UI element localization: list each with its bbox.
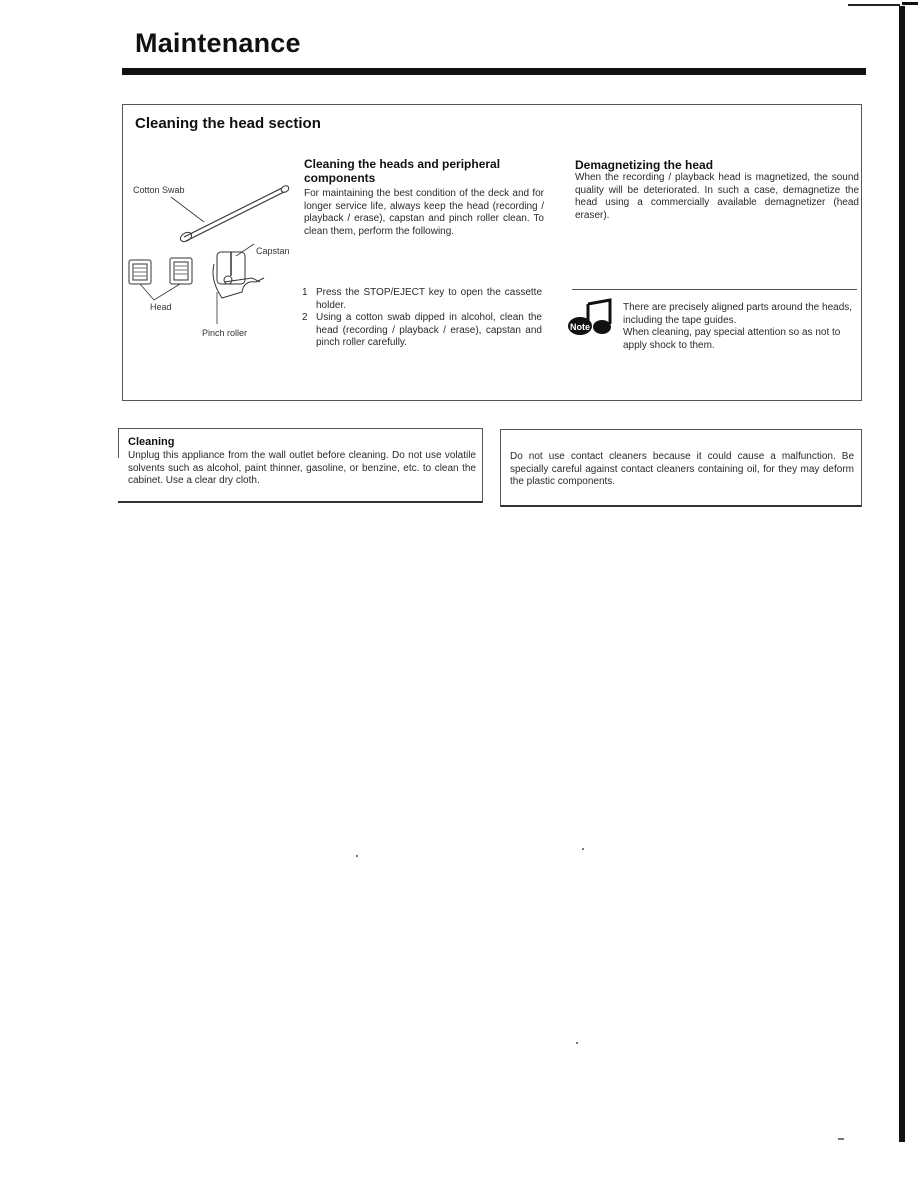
- head-illustration: [129, 258, 192, 300]
- box-edge: [118, 428, 119, 458]
- capstan-pinch-roller-illustration: [213, 244, 264, 324]
- cleaning-heads-heading: Cleaning the heads and peripheral components: [304, 157, 501, 185]
- step-text: Using a cotton swab dipped in alcohol, clean the head (recording / playback / erase), capstan and pinch roller carefully.: [316, 312, 542, 349]
- cleaning-steps-list: [302, 287, 542, 350]
- pinch-roller-label: Pinch roller: [202, 328, 248, 338]
- note-body: [623, 302, 859, 352]
- step-text: Press the STOP/EJECT key to open the cassette holder.: [316, 287, 542, 311]
- cotton-swab-illustration: [171, 184, 290, 243]
- corner-mark: [902, 2, 918, 5]
- note-line: When cleaning, pay special attention so as not to apply shock to them.: [623, 327, 841, 351]
- title-rule: [122, 68, 866, 75]
- corner-mark: [848, 4, 900, 6]
- demagnetizing-body: When the recording / playback head is magnetized, the sound quality will be deteriorated. In such a case, demagnetize the head using a commercially available demagnetizer (head eraser).: [575, 172, 859, 221]
- cleaning-body: Unplug this appliance from the wall outlet before cleaning. Do not use volatile solvents such as alcohol, paint thinner, gasoline, or benzine, etc. to clean the cabinet. Use a clear dry cloth.: [128, 450, 476, 487]
- cotton-swab-label: Cotton Swab: [133, 185, 185, 195]
- demagnetizing-heading: Demagnetizing the head: [575, 158, 714, 172]
- list-item: [302, 312, 542, 350]
- step-number: 1: [302, 287, 308, 298]
- list-item: [302, 287, 542, 312]
- capstan-label: Capstan: [256, 246, 290, 256]
- note-divider: [572, 289, 857, 290]
- page-edge-bar: [899, 6, 905, 1142]
- note-line: There are precisely aligned parts around the heads, including the tape guides.: [623, 302, 853, 326]
- cleaning-heads-body: For maintaining the best condition of the deck and for longer service life, always keep the head (recording / playback / erase), capstan and pinch roller clean. To clean them, perform the following.: [304, 188, 544, 237]
- scan-speck: [582, 848, 584, 850]
- head-label: Head: [150, 302, 172, 312]
- scan-speck: [838, 1138, 844, 1140]
- scan-speck: [356, 855, 358, 857]
- note-icon: [566, 298, 612, 338]
- page-title: Maintenance: [135, 28, 301, 58]
- contact-cleaner-warning-text: Do not use contact cleaners because it could cause a malfunction. Be specially careful against contact cleaners containing oil, for they may deform the plastic components.: [510, 451, 854, 488]
- note-icon-label: Note: [570, 322, 590, 332]
- section-heading: Cleaning the head section: [135, 115, 321, 132]
- cleaning-heading: Cleaning: [128, 436, 175, 448]
- scan-speck: [576, 1042, 578, 1044]
- step-number: 2: [302, 312, 308, 324]
